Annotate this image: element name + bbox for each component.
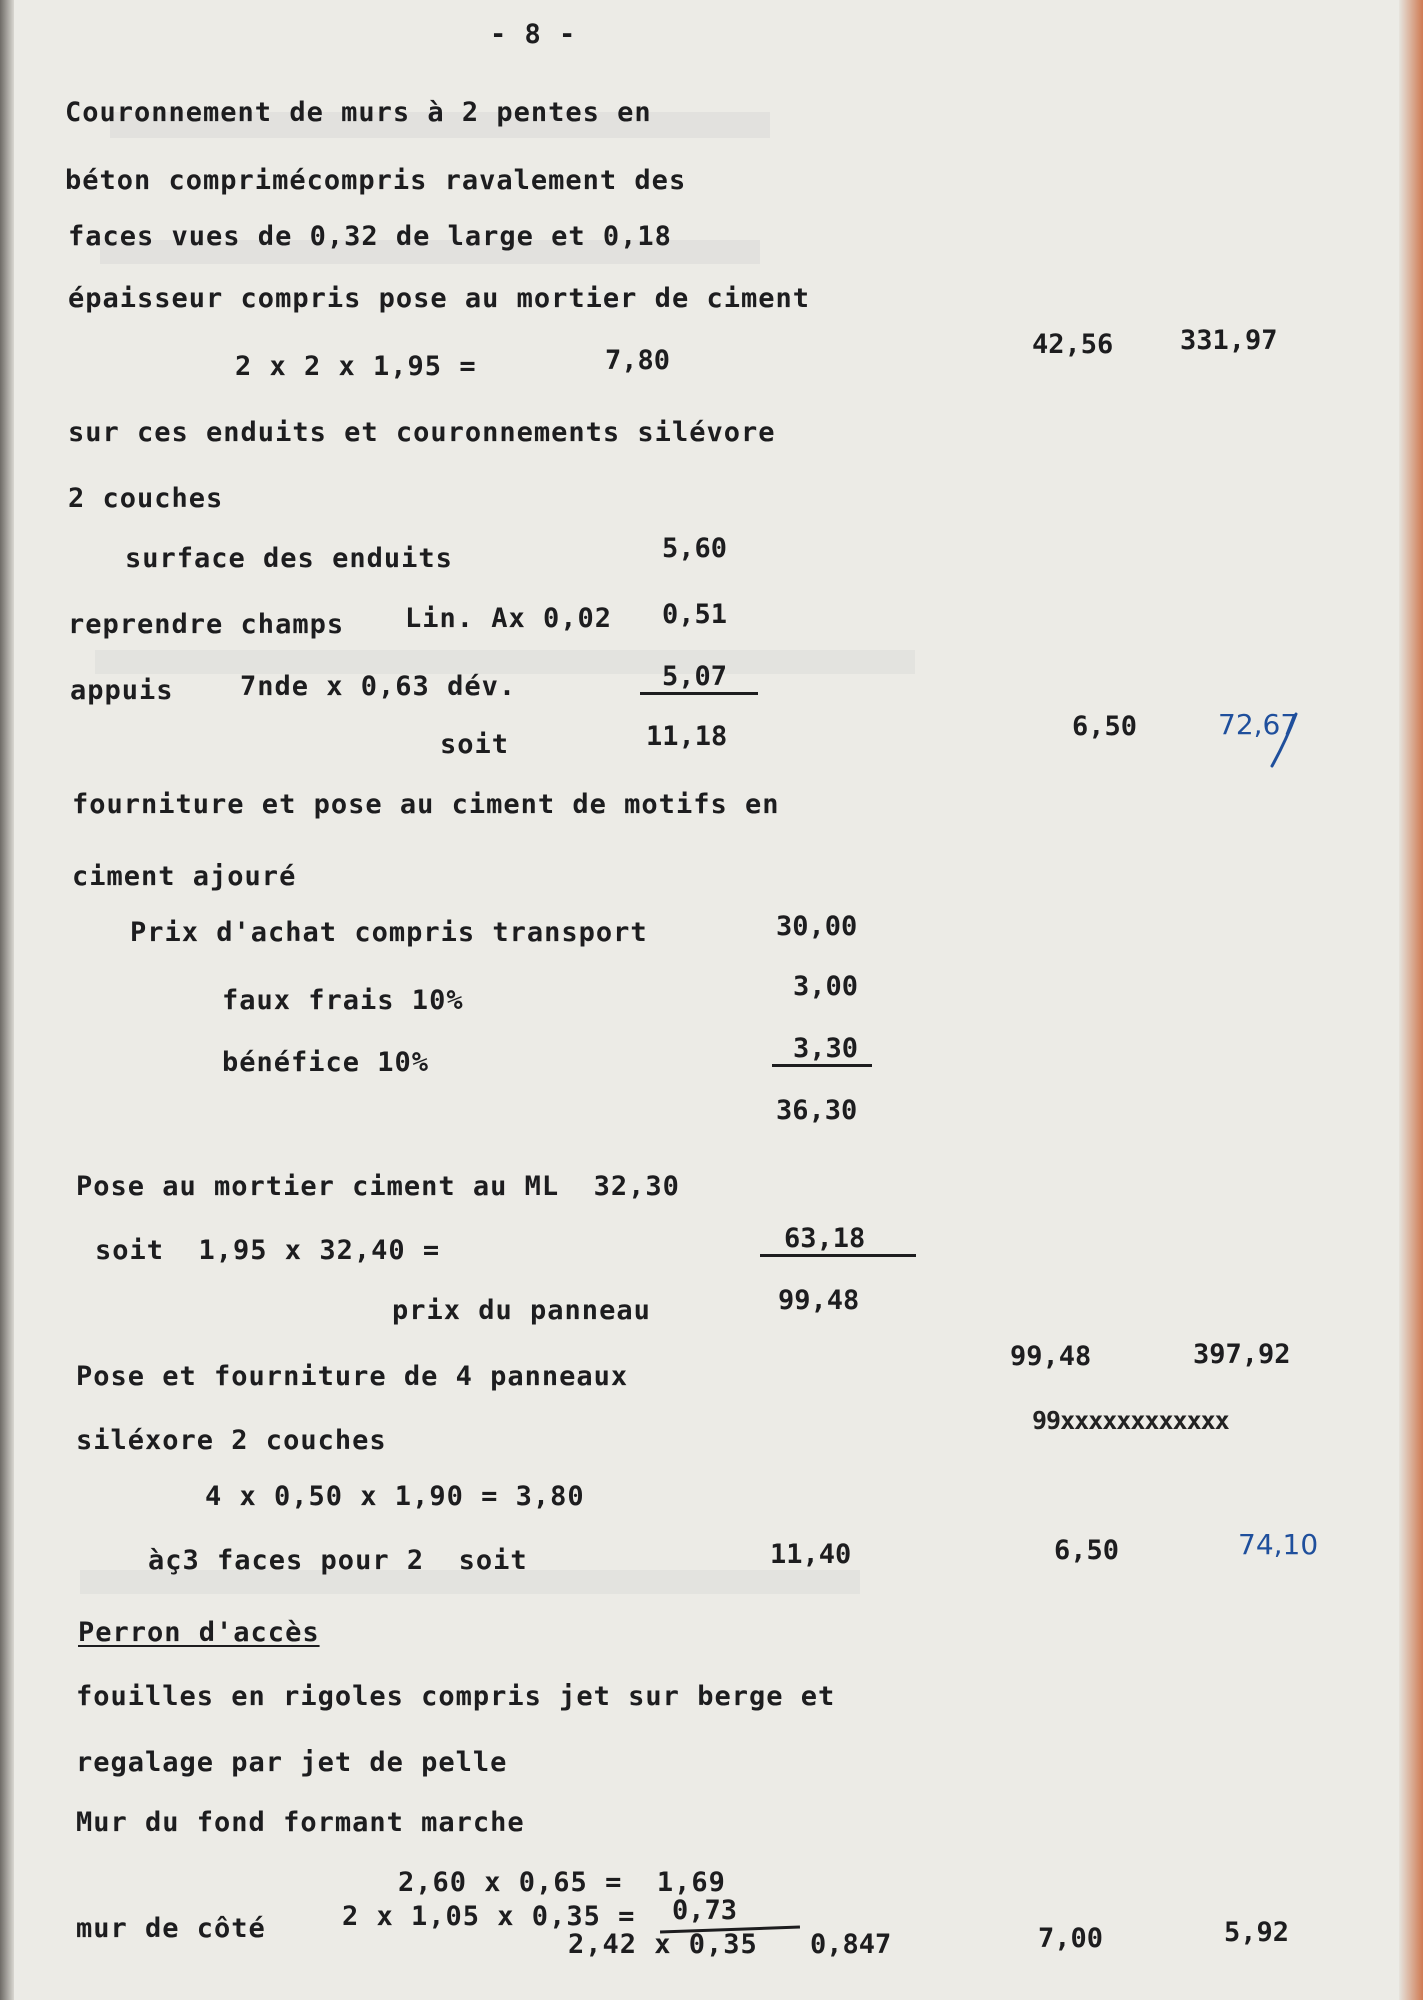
struck-out-text: 99xxxxxxxxxxxx: [1032, 1406, 1229, 1435]
amount: 36,30: [776, 1095, 858, 1126]
quantity: 7,80: [605, 345, 671, 376]
formula: 2,42 x 0,35: [568, 1929, 758, 1960]
text-line: béton comprimécompris ravalement des: [65, 165, 687, 196]
item-label: prix du panneau: [392, 1295, 651, 1326]
quantity: 0,73: [672, 1895, 738, 1926]
item-detail: Lin. Ax 0,02: [405, 603, 613, 634]
quantity: 0,51: [662, 599, 728, 630]
item-label: soit 1,95 x 32,40 =: [95, 1235, 441, 1266]
text-line: regalage par jet de pelle: [76, 1747, 508, 1778]
text-line: Pose et fourniture de 4 panneaux: [76, 1361, 629, 1392]
text-line: Pose au mortier ciment au ML 32,30: [76, 1171, 680, 1202]
item-label: appuis: [70, 675, 174, 706]
subtotal-label: soit: [440, 729, 510, 760]
page-right-edge: [1399, 0, 1423, 2000]
handwritten-check-mark: [1262, 710, 1302, 770]
amount: 99,48: [778, 1285, 860, 1316]
text-line: sur ces enduits et couronnements silévore: [68, 417, 776, 448]
text-line: faces vues de 0,32 de large et 0,18: [68, 221, 672, 252]
text-line: épaisseur compris pose au mortier de ciment: [68, 283, 810, 314]
line-total: 331,97: [1180, 325, 1278, 356]
quantity: 11,18: [646, 721, 728, 752]
item-label: Prix d'achat compris transport: [130, 917, 648, 948]
line-total: 397,92: [1193, 1339, 1291, 1370]
quantity: 0,847: [810, 1929, 892, 1960]
quantity: 5,07: [662, 661, 728, 692]
amount: 30,00: [776, 911, 858, 942]
line-total: 5,92: [1224, 1917, 1290, 1948]
sum-rule: [760, 1254, 916, 1257]
text-line: ciment ajouré: [72, 861, 297, 892]
text-line: 2 couches: [68, 483, 224, 514]
section-heading: Perron d'accès: [78, 1617, 320, 1648]
unit-price: 7,00: [1038, 1923, 1104, 1954]
text-line: fourniture et pose au ciment de motifs en: [72, 789, 780, 820]
formula: 4 x 0,50 x 1,90 = 3,80: [205, 1481, 585, 1512]
item-detail: 7nde x 0,63 dév.: [240, 671, 517, 702]
unit-price: 99,48: [1010, 1341, 1092, 1372]
item-label: bénéfice 10%: [222, 1047, 430, 1078]
item-label: mur de côté: [76, 1913, 266, 1944]
formula: 2 x 2 x 1,95 =: [235, 351, 477, 382]
text-line: siléxore 2 couches: [76, 1425, 387, 1456]
formula: 2 x 1,05 x 0,35 =: [342, 1901, 636, 1932]
amount: 3,30: [793, 1033, 859, 1064]
page-number: - 8 -: [490, 19, 577, 50]
line-total: 72,67: [1218, 708, 1299, 741]
item-label: reprendre champs: [68, 609, 345, 640]
formula: 2,60 x 0,65 = 1,69: [398, 1867, 726, 1898]
sum-rule: [772, 1064, 872, 1067]
item-label: faux frais 10%: [222, 985, 464, 1016]
sum-rule: [640, 692, 758, 695]
quantity: 11,40: [770, 1539, 852, 1570]
text-line: Couronnement de murs à 2 pentes en: [65, 97, 652, 128]
item-label: surface des enduits: [125, 543, 453, 574]
line-total: 74,10: [1238, 1528, 1319, 1561]
item-label: àç3 faces pour 2 soit: [148, 1545, 528, 1576]
amount: 3,00: [793, 971, 859, 1002]
text-line: fouilles en rigoles compris jet sur berge et: [76, 1681, 836, 1712]
unit-price: 6,50: [1054, 1535, 1120, 1566]
quantity: 5,60: [662, 533, 728, 564]
unit-price: 6,50: [1072, 711, 1138, 742]
text-line: Mur du fond formant marche: [76, 1807, 525, 1838]
page-left-edge: [0, 0, 14, 2000]
amount: 63,18: [784, 1223, 866, 1254]
unit-price: 42,56: [1032, 329, 1114, 360]
